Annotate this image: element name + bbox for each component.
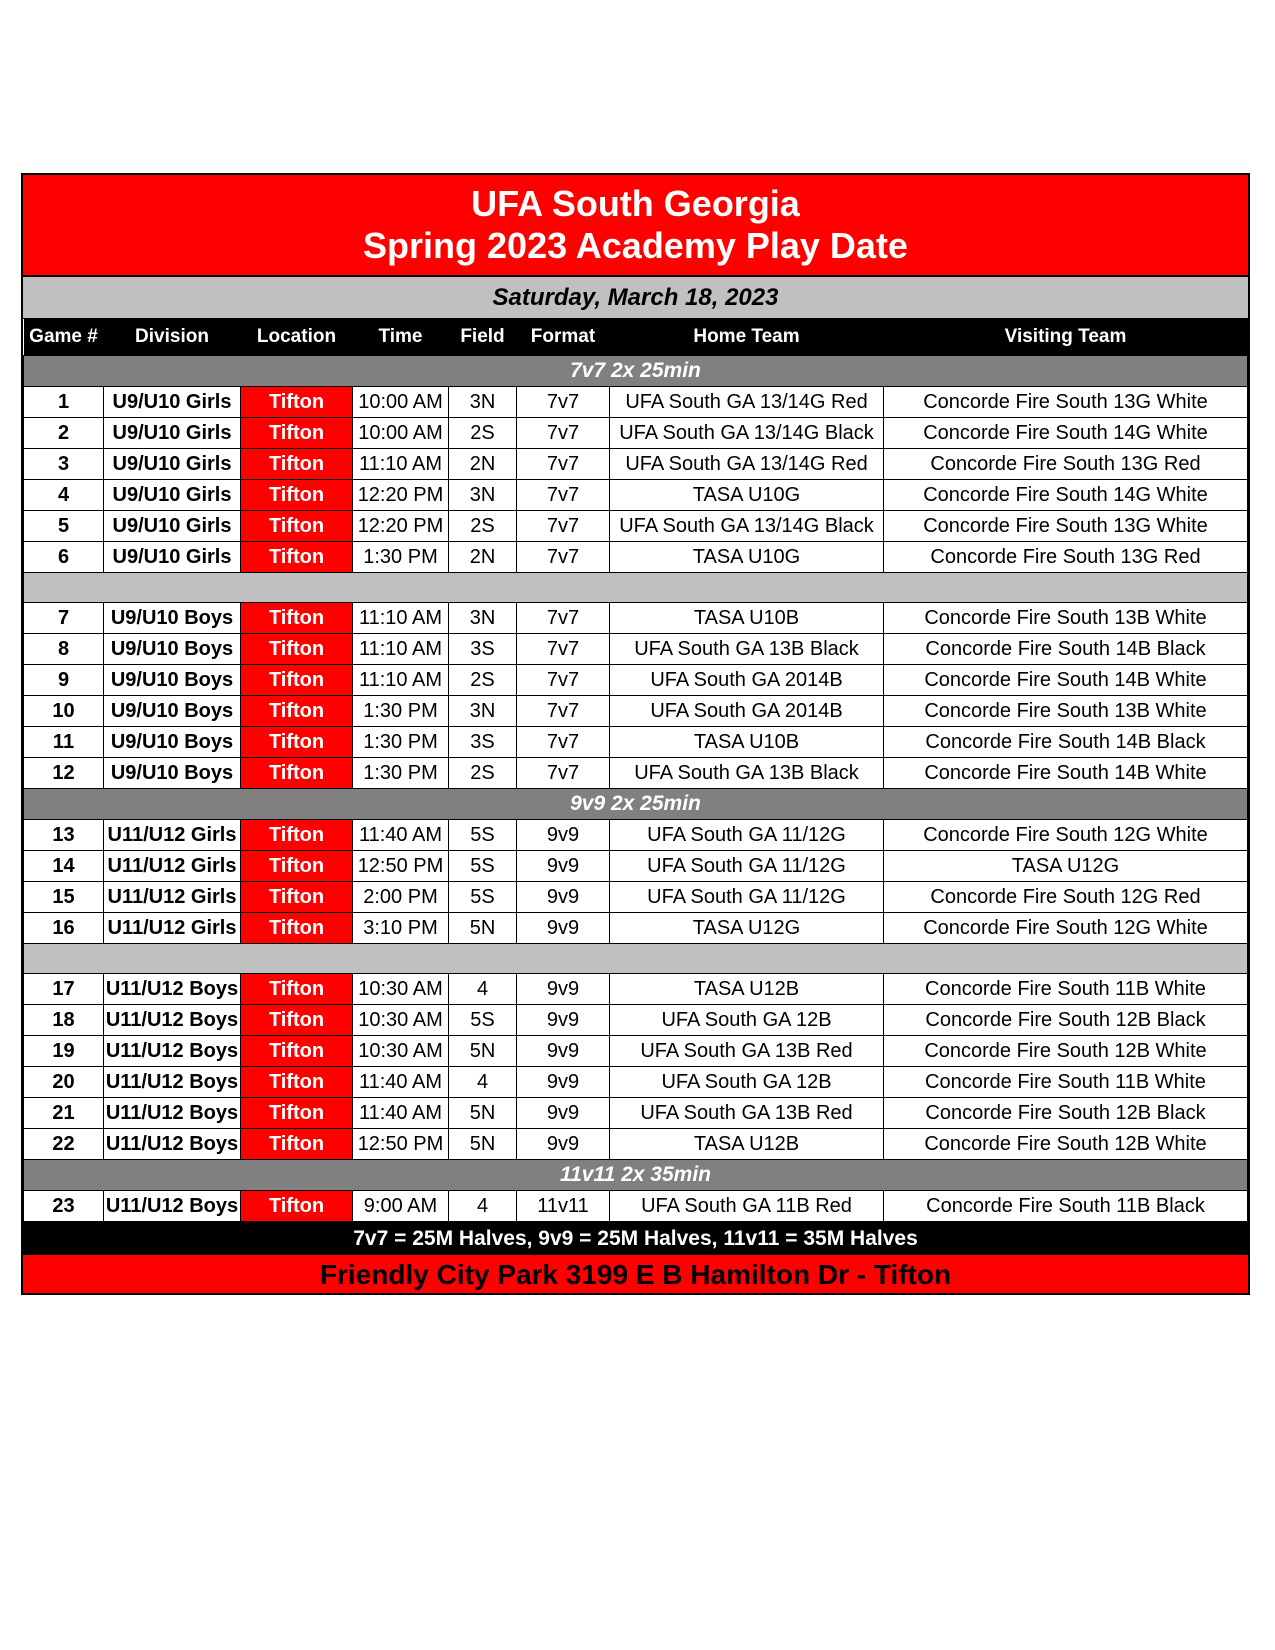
time-cell: 1:30 PM <box>353 542 449 573</box>
game-row <box>24 851 1248 882</box>
time-cell: 10:00 AM <box>353 387 449 418</box>
game-row <box>24 387 1248 418</box>
col-header-field: Field <box>449 319 517 356</box>
location-cell: Tifton <box>241 634 353 665</box>
game-number-cell: 2 <box>24 418 104 449</box>
game-row <box>24 665 1248 696</box>
format-cell: 7v7 <box>517 480 610 511</box>
home-team-cell: UFA South GA 13/14G Red <box>610 449 884 480</box>
time-cell: 11:10 AM <box>353 634 449 665</box>
field-cell: 5S <box>449 851 517 882</box>
visiting-team-cell: Concorde Fire South 13G Red <box>884 542 1248 573</box>
format-section-row <box>24 356 1248 387</box>
title-line-1: UFA South Georgia <box>471 183 800 224</box>
format-cell: 7v7 <box>517 418 610 449</box>
col-header-game: Game # <box>24 319 104 356</box>
location-cell: Tifton <box>241 974 353 1005</box>
format-cell: 9v9 <box>517 1036 610 1067</box>
location-cell: Tifton <box>241 696 353 727</box>
division-cell: U9/U10 Boys <box>104 696 241 727</box>
visiting-team-cell: Concorde Fire South 13G White <box>884 511 1248 542</box>
location-cell: Tifton <box>241 418 353 449</box>
game-row <box>24 449 1248 480</box>
location-cell: Tifton <box>241 480 353 511</box>
format-cell: 9v9 <box>517 851 610 882</box>
field-cell: 5N <box>449 1129 517 1160</box>
game-row <box>24 542 1248 573</box>
field-cell: 2S <box>449 511 517 542</box>
home-team-cell: UFA South GA 13B Red <box>610 1036 884 1067</box>
home-team-cell: TASA U10G <box>610 542 884 573</box>
home-team-cell: TASA U10B <box>610 727 884 758</box>
home-team-cell: UFA South GA 13/14G Black <box>610 511 884 542</box>
format-cell: 7v7 <box>517 758 610 789</box>
field-cell: 5N <box>449 1036 517 1067</box>
visiting-team-cell: Concorde Fire South 13B White <box>884 603 1248 634</box>
visiting-team-cell: Concorde Fire South 13G Red <box>884 449 1248 480</box>
game-row <box>24 1098 1248 1129</box>
visiting-team-cell: Concorde Fire South 12B Black <box>884 1005 1248 1036</box>
home-team-cell: UFA South GA 13B Black <box>610 758 884 789</box>
home-team-cell: UFA South GA 13/14G Red <box>610 387 884 418</box>
game-row <box>24 758 1248 789</box>
time-cell: 11:10 AM <box>353 449 449 480</box>
division-cell: U11/U12 Boys <box>104 1036 241 1067</box>
field-cell: 4 <box>449 974 517 1005</box>
game-number-cell: 18 <box>24 1005 104 1036</box>
division-cell: U9/U10 Girls <box>104 542 241 573</box>
game-number-cell: 9 <box>24 665 104 696</box>
home-team-cell: UFA South GA 12B <box>610 1005 884 1036</box>
game-row <box>24 1067 1248 1098</box>
time-cell: 10:30 AM <box>353 1005 449 1036</box>
division-cell: U9/U10 Boys <box>104 603 241 634</box>
division-cell: U9/U10 Girls <box>104 387 241 418</box>
game-number-cell: 13 <box>24 820 104 851</box>
visiting-team-cell: Concorde Fire South 11B Black <box>884 1191 1248 1222</box>
field-cell: 5N <box>449 913 517 944</box>
game-number-cell: 19 <box>24 1036 104 1067</box>
col-header-format: Format <box>517 319 610 356</box>
time-cell: 1:30 PM <box>353 758 449 789</box>
game-row <box>24 727 1248 758</box>
location-cell: Tifton <box>241 1036 353 1067</box>
location-cell: Tifton <box>241 913 353 944</box>
field-cell: 2S <box>449 665 517 696</box>
division-cell: U9/U10 Girls <box>104 511 241 542</box>
division-cell: U11/U12 Boys <box>104 1098 241 1129</box>
field-cell: 4 <box>449 1191 517 1222</box>
format-section-label: 11v11 2x 35min <box>24 1160 1248 1191</box>
time-cell: 9:00 AM <box>353 1191 449 1222</box>
visiting-team-cell: Concorde Fire South 14B White <box>884 758 1248 789</box>
location-cell: Tifton <box>241 449 353 480</box>
home-team-cell: UFA South GA 2014B <box>610 665 884 696</box>
field-cell: 2S <box>449 758 517 789</box>
visiting-team-cell: Concorde Fire South 12G Red <box>884 882 1248 913</box>
location-cell: Tifton <box>241 665 353 696</box>
division-cell: U9/U10 Boys <box>104 634 241 665</box>
field-cell: 2N <box>449 449 517 480</box>
format-section-label: 7v7 2x 25min <box>24 356 1248 387</box>
game-row <box>24 974 1248 1005</box>
format-cell: 7v7 <box>517 449 610 480</box>
time-cell: 10:30 AM <box>353 974 449 1005</box>
visiting-team-cell: TASA U12G <box>884 851 1248 882</box>
field-cell: 5N <box>449 1098 517 1129</box>
visiting-team-cell: Concorde Fire South 13B White <box>884 696 1248 727</box>
game-row <box>24 603 1248 634</box>
game-number-cell: 10 <box>24 696 104 727</box>
time-cell: 2:00 PM <box>353 882 449 913</box>
home-team-cell: TASA U12B <box>610 974 884 1005</box>
visiting-team-cell: Concorde Fire South 14G White <box>884 480 1248 511</box>
format-section-row <box>24 789 1248 820</box>
time-cell: 1:30 PM <box>353 696 449 727</box>
field-cell: 4 <box>449 1067 517 1098</box>
game-number-cell: 12 <box>24 758 104 789</box>
format-cell: 9v9 <box>517 820 610 851</box>
visiting-team-cell: Concorde Fire South 12B Black <box>884 1098 1248 1129</box>
location-cell: Tifton <box>241 727 353 758</box>
game-number-cell: 23 <box>24 1191 104 1222</box>
game-number-cell: 6 <box>24 542 104 573</box>
format-cell: 7v7 <box>517 634 610 665</box>
game-row <box>24 1129 1248 1160</box>
division-cell: U9/U10 Girls <box>104 449 241 480</box>
format-section-row <box>24 1160 1248 1191</box>
game-row <box>24 480 1248 511</box>
visiting-team-cell: Concorde Fire South 11B White <box>884 974 1248 1005</box>
division-cell: U11/U12 Boys <box>104 974 241 1005</box>
field-cell: 2N <box>449 542 517 573</box>
division-cell: U9/U10 Boys <box>104 758 241 789</box>
spacer-row <box>24 944 1248 974</box>
format-section-label: 9v9 2x 25min <box>24 789 1248 820</box>
column-header-row <box>24 319 1248 356</box>
format-cell: 9v9 <box>517 1098 610 1129</box>
visiting-team-cell: Concorde Fire South 12B White <box>884 1036 1248 1067</box>
format-cell: 11v11 <box>517 1191 610 1222</box>
game-number-cell: 22 <box>24 1129 104 1160</box>
home-team-cell: TASA U12B <box>610 1129 884 1160</box>
field-cell: 3N <box>449 696 517 727</box>
home-team-cell: TASA U10G <box>610 480 884 511</box>
game-number-cell: 3 <box>24 449 104 480</box>
game-row <box>24 511 1248 542</box>
game-row <box>24 820 1248 851</box>
division-cell: U11/U12 Girls <box>104 882 241 913</box>
date-banner: Saturday, March 18, 2023 <box>23 277 1248 319</box>
home-team-cell: UFA South GA 11/12G <box>610 851 884 882</box>
home-team-cell: TASA U10B <box>610 603 884 634</box>
col-header-time: Time <box>353 319 449 356</box>
home-team-cell: UFA South GA 13B Red <box>610 1098 884 1129</box>
format-cell: 9v9 <box>517 1129 610 1160</box>
division-cell: U9/U10 Boys <box>104 665 241 696</box>
field-cell: 3N <box>449 480 517 511</box>
format-cell: 9v9 <box>517 1067 610 1098</box>
schedule-table <box>23 319 1248 1222</box>
division-cell: U9/U10 Boys <box>104 727 241 758</box>
game-number-cell: 7 <box>24 603 104 634</box>
location-cell: Tifton <box>241 882 353 913</box>
game-number-cell: 8 <box>24 634 104 665</box>
visiting-team-cell: Concorde Fire South 12G White <box>884 820 1248 851</box>
visiting-team-cell: Concorde Fire South 14B Black <box>884 727 1248 758</box>
time-cell: 10:00 AM <box>353 418 449 449</box>
game-number-cell: 16 <box>24 913 104 944</box>
visiting-team-cell: Concorde Fire South 14G White <box>884 418 1248 449</box>
field-cell: 5S <box>449 1005 517 1036</box>
location-cell: Tifton <box>241 511 353 542</box>
game-row <box>24 696 1248 727</box>
format-cell: 7v7 <box>517 665 610 696</box>
game-number-cell: 20 <box>24 1067 104 1098</box>
col-header-division: Division <box>104 319 241 356</box>
visiting-team-cell: Concorde Fire South 11B White <box>884 1067 1248 1098</box>
division-cell: U11/U12 Boys <box>104 1005 241 1036</box>
game-row <box>24 1036 1248 1067</box>
time-cell: 11:40 AM <box>353 1067 449 1098</box>
division-cell: U11/U12 Boys <box>104 1129 241 1160</box>
venue-banner: Friendly City Park 3199 E B Hamilton Dr - Tifton <box>23 1255 1248 1293</box>
location-cell: Tifton <box>241 1191 353 1222</box>
home-team-cell: TASA U12G <box>610 913 884 944</box>
home-team-cell: UFA South GA 2014B <box>610 696 884 727</box>
time-cell: 1:30 PM <box>353 727 449 758</box>
time-cell: 12:20 PM <box>353 480 449 511</box>
field-cell: 5S <box>449 882 517 913</box>
col-header-visiting-team: Visiting Team <box>884 319 1248 356</box>
format-cell: 9v9 <box>517 913 610 944</box>
home-team-cell: UFA South GA 12B <box>610 1067 884 1098</box>
home-team-cell: UFA South GA 11/12G <box>610 882 884 913</box>
home-team-cell: UFA South GA 11B Red <box>610 1191 884 1222</box>
format-cell: 7v7 <box>517 727 610 758</box>
format-cell: 7v7 <box>517 603 610 634</box>
location-cell: Tifton <box>241 1005 353 1036</box>
time-cell: 11:10 AM <box>353 665 449 696</box>
field-cell: 5S <box>449 820 517 851</box>
division-cell: U11/U12 Boys <box>104 1067 241 1098</box>
location-cell: Tifton <box>241 603 353 634</box>
field-cell: 3S <box>449 727 517 758</box>
time-cell: 10:30 AM <box>353 1036 449 1067</box>
division-cell: U9/U10 Girls <box>104 418 241 449</box>
visiting-team-cell: Concorde Fire South 12G White <box>884 913 1248 944</box>
time-cell: 11:10 AM <box>353 603 449 634</box>
field-cell: 3S <box>449 634 517 665</box>
game-number-cell: 15 <box>24 882 104 913</box>
visiting-team-cell: Concorde Fire South 14B White <box>884 665 1248 696</box>
location-cell: Tifton <box>241 1098 353 1129</box>
home-team-cell: UFA South GA 11/12G <box>610 820 884 851</box>
game-row <box>24 882 1248 913</box>
game-number-cell: 4 <box>24 480 104 511</box>
game-number-cell: 17 <box>24 974 104 1005</box>
visiting-team-cell: Concorde Fire South 13G White <box>884 387 1248 418</box>
spacer-row <box>24 573 1248 603</box>
division-cell: U11/U12 Boys <box>104 1191 241 1222</box>
time-cell: 11:40 AM <box>353 820 449 851</box>
division-cell: U9/U10 Girls <box>104 480 241 511</box>
game-row <box>24 634 1248 665</box>
location-cell: Tifton <box>241 1067 353 1098</box>
format-cell: 9v9 <box>517 1005 610 1036</box>
location-cell: Tifton <box>241 758 353 789</box>
time-cell: 3:10 PM <box>353 913 449 944</box>
time-cell: 12:50 PM <box>353 1129 449 1160</box>
division-cell: U11/U12 Girls <box>104 820 241 851</box>
col-header-home-team: Home Team <box>610 319 884 356</box>
location-cell: Tifton <box>241 542 353 573</box>
field-cell: 2S <box>449 418 517 449</box>
time-cell: 11:40 AM <box>353 1098 449 1129</box>
format-cell: 9v9 <box>517 882 610 913</box>
visiting-team-cell: Concorde Fire South 12B White <box>884 1129 1248 1160</box>
game-number-cell: 21 <box>24 1098 104 1129</box>
location-cell: Tifton <box>241 387 353 418</box>
format-cell: 7v7 <box>517 387 610 418</box>
game-number-cell: 5 <box>24 511 104 542</box>
spacer-cell <box>24 573 1248 603</box>
format-cell: 7v7 <box>517 542 610 573</box>
halves-note: 7v7 = 25M Halves, 9v9 = 25M Halves, 11v11 = 35M Halves <box>23 1222 1248 1255</box>
title-line-2: Spring 2023 Academy Play Date <box>363 225 908 266</box>
game-number-cell: 1 <box>24 387 104 418</box>
location-cell: Tifton <box>241 851 353 882</box>
time-cell: 12:20 PM <box>353 511 449 542</box>
location-cell: Tifton <box>241 820 353 851</box>
game-row <box>24 913 1248 944</box>
field-cell: 3N <box>449 603 517 634</box>
field-cell: 3N <box>449 387 517 418</box>
home-team-cell: UFA South GA 13B Black <box>610 634 884 665</box>
game-row <box>24 1005 1248 1036</box>
game-number-cell: 11 <box>24 727 104 758</box>
title-banner <box>23 175 1248 277</box>
format-cell: 7v7 <box>517 511 610 542</box>
game-row <box>24 418 1248 449</box>
col-header-location: Location <box>241 319 353 356</box>
division-cell: U11/U12 Girls <box>104 913 241 944</box>
visiting-team-cell: Concorde Fire South 14B Black <box>884 634 1248 665</box>
time-cell: 12:50 PM <box>353 851 449 882</box>
format-cell: 9v9 <box>517 974 610 1005</box>
division-cell: U11/U12 Girls <box>104 851 241 882</box>
game-row <box>24 1191 1248 1222</box>
game-number-cell: 14 <box>24 851 104 882</box>
location-cell: Tifton <box>241 1129 353 1160</box>
home-team-cell: UFA South GA 13/14G Black <box>610 418 884 449</box>
schedule-body <box>24 356 1248 1222</box>
schedule-sheet <box>21 173 1250 1295</box>
format-cell: 7v7 <box>517 696 610 727</box>
spacer-cell <box>24 944 1248 974</box>
